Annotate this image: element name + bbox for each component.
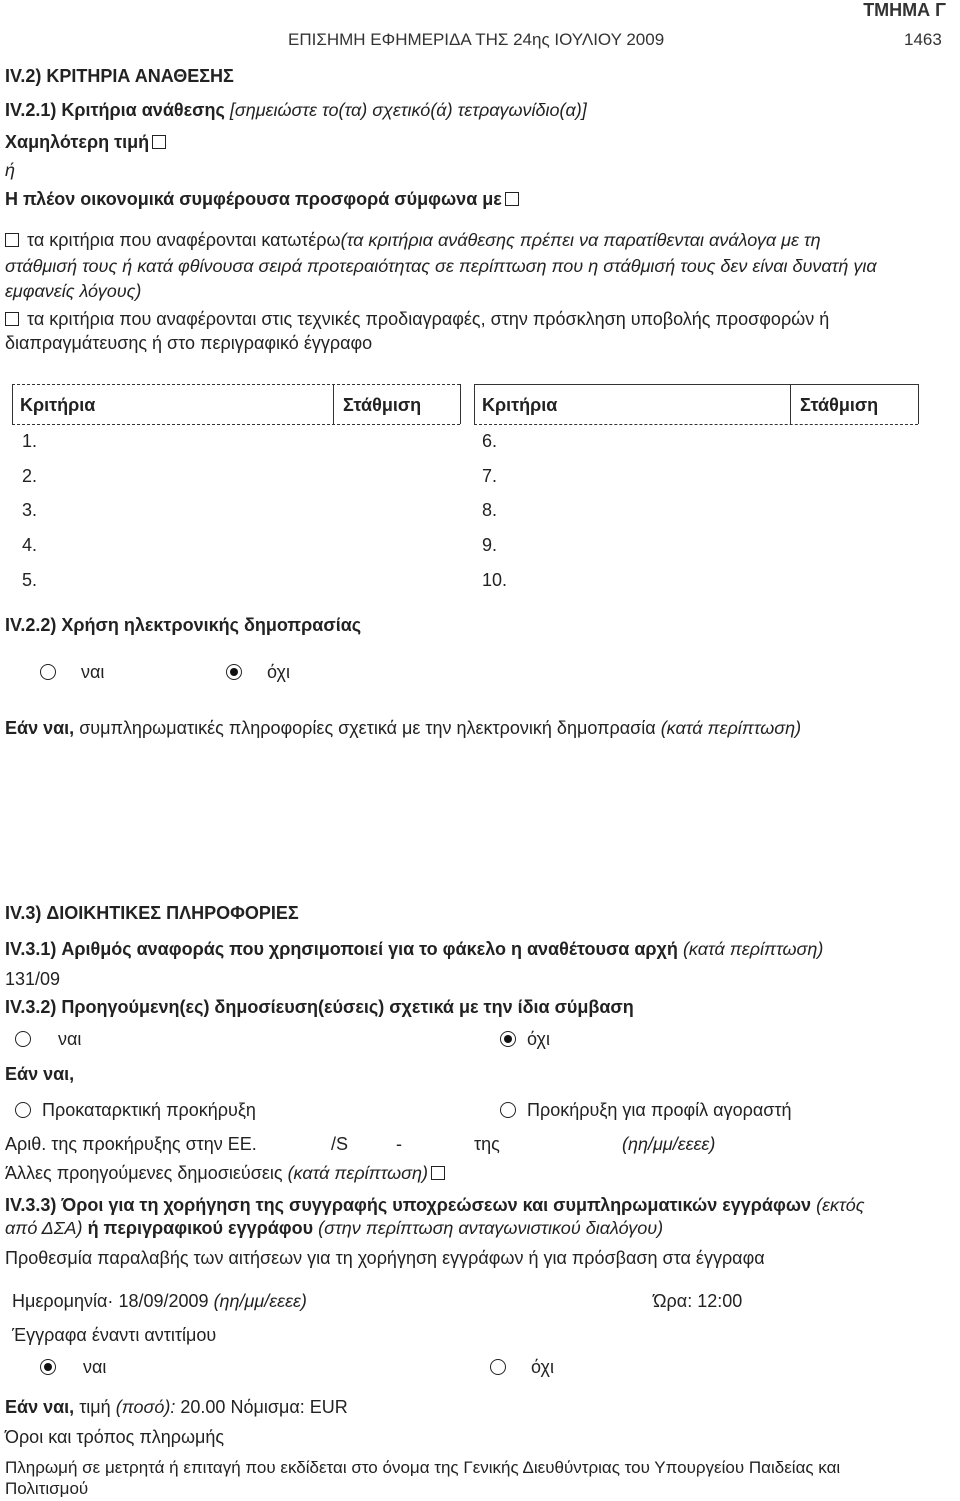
iv31-note: (κατά περίπτωση) xyxy=(682,939,824,959)
deadline-date xyxy=(12,1291,307,1312)
iv21-heading xyxy=(5,100,587,121)
table-bottom-line-left xyxy=(12,424,460,425)
other-prev-checkbox[interactable] xyxy=(431,1166,445,1180)
time-value: 12:00 xyxy=(697,1291,743,1311)
criteria-below-note-2: στάθμισή τους ή κατά φθίνουσα σειρά προτεραιότητας σε περίπτωση που η στάθμισή τους δεν είναι δυνατή για xyxy=(5,256,877,276)
table-row: 5. xyxy=(22,570,38,590)
buyer-profile-label: Προκήρυξη για προφίλ αγοραστή xyxy=(527,1100,792,1120)
iv33-heading-2 xyxy=(5,1218,663,1239)
criteria-specs-checkbox[interactable] xyxy=(5,312,19,326)
criteria-specs-label: τα κριτήρια που αναφέρονται στις τεχνικές προδιαγραφές, στην πρόσκληση υποβολής προσφορών ή xyxy=(27,309,830,329)
other-prev-label: Άλλες προηγούμενες δημοσιεύσεις xyxy=(5,1163,283,1183)
table-row: 2. xyxy=(22,466,38,486)
iv33-note-b: από ΔΣΑ) xyxy=(5,1218,83,1238)
table-vline-6 xyxy=(918,384,919,424)
lowest-price-checkbox[interactable] xyxy=(152,135,166,149)
buyer-profile-radio[interactable] xyxy=(500,1102,516,1118)
price-if-yes: Εάν ναι, xyxy=(5,1397,75,1417)
reference-number: 131/09 xyxy=(5,969,61,989)
paid-no-option[interactable] xyxy=(490,1357,554,1378)
table-bottom-line-right xyxy=(474,424,918,425)
price-value: 20.00 xyxy=(180,1397,226,1417)
iv21-title: IV.2.1) Κριτήρια ανάθεσης xyxy=(5,100,225,120)
table-row: 8. xyxy=(482,500,498,520)
payment-text-1: Πληρωμή σε μετρητά ή επιταγή που εκδίδεται στο όνομα της Γενικής Διευθύντριας του Υπουργείου Παιδείας και xyxy=(5,1458,841,1477)
price-note: (ποσό): xyxy=(115,1397,176,1417)
journal-title: ΕΠΙΣΗΜΗ ΕΦΗΜΕΡΙΔΑ ΤΗΣ 24ης ΙΟΥΛΙΟΥ 2009 xyxy=(288,30,665,49)
table-row: 1. xyxy=(22,431,38,451)
prev-pub-yes-radio[interactable] xyxy=(15,1031,31,1047)
table-vline-3 xyxy=(460,384,461,424)
currency-label: Νόμισμα: xyxy=(230,1397,305,1417)
deadline-text: Προθεσμία παραλαβής των αιτήσεων για τη χορήγηση εγγράφων ή για πρόσβαση στα έγγραφα xyxy=(5,1248,765,1268)
paid-docs-label: Έγγραφα έναντι αντιτίμου xyxy=(12,1325,217,1345)
e-auction-no-label: όχι xyxy=(267,662,290,682)
iv3-title: IV.3) ΔΙΟΙΚΗΤΙΚΕΣ ΠΛΗΡΟΦΟΡΙΕΣ xyxy=(5,903,299,923)
table-vline-1 xyxy=(12,384,13,424)
table-row: 10. xyxy=(482,570,508,590)
iv33-note-a: (εκτός xyxy=(816,1195,865,1215)
table-row: 6. xyxy=(482,431,498,451)
paid-yes-radio[interactable] xyxy=(40,1359,56,1375)
prior-notice-label: Προκαταρκτική προκήρυξη xyxy=(42,1100,256,1120)
table-top-line-right xyxy=(474,384,918,385)
e-auction-no-option[interactable] xyxy=(226,662,290,683)
date-label: Ημερομηνία· xyxy=(12,1291,114,1311)
notice-date-format: (ηη/μμ/εεεε) xyxy=(622,1134,716,1154)
notice-of: της xyxy=(474,1134,500,1154)
iv31-heading xyxy=(5,939,823,960)
col-weight-right: Στάθμιση xyxy=(800,395,879,415)
e-auction-no-radio[interactable] xyxy=(226,664,242,680)
table-row: 3. xyxy=(22,500,38,520)
paid-no-label: όχι xyxy=(531,1357,554,1377)
or-label: ή xyxy=(5,160,15,180)
iv33-title-b: ή περιγραφικού εγγράφου xyxy=(87,1218,314,1238)
notice-slash: /S xyxy=(331,1134,349,1154)
criteria-below-label: τα κριτήρια που αναφέρονται κατωτέρω xyxy=(27,230,341,250)
criteria-specs-option[interactable] xyxy=(5,309,829,330)
e-auction-info xyxy=(5,718,801,739)
prior-notice-radio[interactable] xyxy=(15,1102,31,1118)
deadline-time xyxy=(653,1291,742,1312)
iv22-title: IV.2.2) Χρήση ηλεκτρονικής δημοπρασίας xyxy=(5,615,362,635)
criteria-below-option[interactable] xyxy=(5,230,821,251)
prev-pub-yes-option[interactable] xyxy=(15,1029,81,1050)
paid-yes-label: ναι xyxy=(83,1357,107,1377)
other-prev-note: (κατά περίπτωση) xyxy=(287,1163,429,1183)
buyer-profile-option[interactable] xyxy=(500,1100,791,1121)
iv21-note: [σημειώστε το(τα) σχετικό(ά) τετραγωνίδιο(α)] xyxy=(229,100,587,120)
iv33-title-a: IV.3.3) Όροι για τη χορήγηση της συγγραφής υποχρεώσεων και συμπληρωματικών εγγράφων xyxy=(5,1195,812,1215)
iv33-heading-1 xyxy=(5,1195,864,1216)
e-auction-info-text: συμπληρωματικές πληροφορίες σχετικά με την ηλεκτρονική δημοπρασία xyxy=(79,718,656,738)
prev-pub-no-radio[interactable] xyxy=(500,1031,516,1047)
meat-label: Η πλέον οικονομικά συμφέρουσα προσφορά σύμφωνα με xyxy=(5,189,502,209)
e-auction-yes-option[interactable] xyxy=(40,662,104,683)
prev-pub-if-yes: Εάν ναι, xyxy=(5,1064,75,1084)
criteria-specs-label-2: διαπραγμάτευσης ή στο περιγραφικό έγγραφο xyxy=(5,333,373,353)
section-label: ΤΜΗΜΑ Γ xyxy=(863,0,946,20)
lowest-price-option[interactable] xyxy=(5,132,169,153)
table-row: 9. xyxy=(482,535,498,555)
lowest-price-label: Χαμηλότερη τιμή xyxy=(5,132,150,152)
payment-text-2: Πολιτισμού xyxy=(5,1479,89,1498)
paid-yes-option[interactable] xyxy=(40,1357,106,1378)
table-vline-5 xyxy=(790,384,791,424)
col-criteria-left: Κριτήρια xyxy=(20,395,96,415)
payment-terms-label: Όροι και τρόπος πληρωμής xyxy=(5,1427,225,1447)
prior-notice-option[interactable] xyxy=(15,1100,256,1121)
col-criteria-right: Κριτήρια xyxy=(482,395,558,415)
notice-number-label: Αριθ. της προκήρυξης στην ΕΕ. xyxy=(5,1134,257,1154)
iv32-title: IV.3.2) Προηγούμενη(ες) δημοσίευση(εύσεις) σχετικά με την ίδια σύμβαση xyxy=(5,997,634,1017)
criteria-below-note: (τα κριτήρια ανάθεσης πρέπει να παρατίθενται ανάλογα με τη xyxy=(340,230,821,250)
prev-pub-no-option[interactable] xyxy=(500,1029,550,1050)
date-value: 18/09/2009 xyxy=(118,1291,209,1311)
table-row: 7. xyxy=(482,466,498,486)
time-label: Ώρα: xyxy=(653,1291,693,1311)
iv33-note-c: (στην περίπτωση ανταγωνιστικού διαλόγου) xyxy=(318,1218,664,1238)
currency-value: EUR xyxy=(309,1397,348,1417)
date-format: (ηη/μμ/εεεε) xyxy=(213,1291,307,1311)
e-auction-yes-label: ναι xyxy=(81,662,105,682)
e-auction-info-note: (κατά περίπτωση) xyxy=(660,718,802,738)
prev-pub-no-label: όχι xyxy=(527,1029,550,1049)
table-vline-4 xyxy=(474,384,475,424)
paid-no-radio[interactable] xyxy=(490,1359,506,1375)
price-label: τιμή xyxy=(79,1397,111,1417)
iv31-title: IV.3.1) Αριθμός αναφοράς που χρησιμοποιεί για το φάκελο η αναθέτουσα αρχή xyxy=(5,939,678,959)
criteria-below-checkbox[interactable] xyxy=(5,233,19,247)
price-line xyxy=(5,1397,348,1418)
notice-dash: - xyxy=(396,1134,402,1154)
meat-checkbox[interactable] xyxy=(505,192,519,206)
table-row: 4. xyxy=(22,535,38,555)
meat-option[interactable] xyxy=(5,189,522,210)
e-auction-if-yes: Εάν ναι, xyxy=(5,718,75,738)
criteria-below-note-3: εμφανείς λόγους) xyxy=(5,281,142,301)
iv2-title: IV.2) ΚΡΙΤΗΡΙΑ ΑΝΑΘΕΣΗΣ xyxy=(5,66,234,86)
other-prev-pubs[interactable] xyxy=(5,1163,448,1184)
e-auction-yes-radio[interactable] xyxy=(40,664,56,680)
table-top-line-left xyxy=(12,384,460,385)
page-number: 1463 xyxy=(904,30,942,49)
col-weight-left: Στάθμιση xyxy=(343,395,422,415)
table-vline-2 xyxy=(333,384,334,424)
prev-pub-yes-label: ναι xyxy=(58,1029,82,1049)
